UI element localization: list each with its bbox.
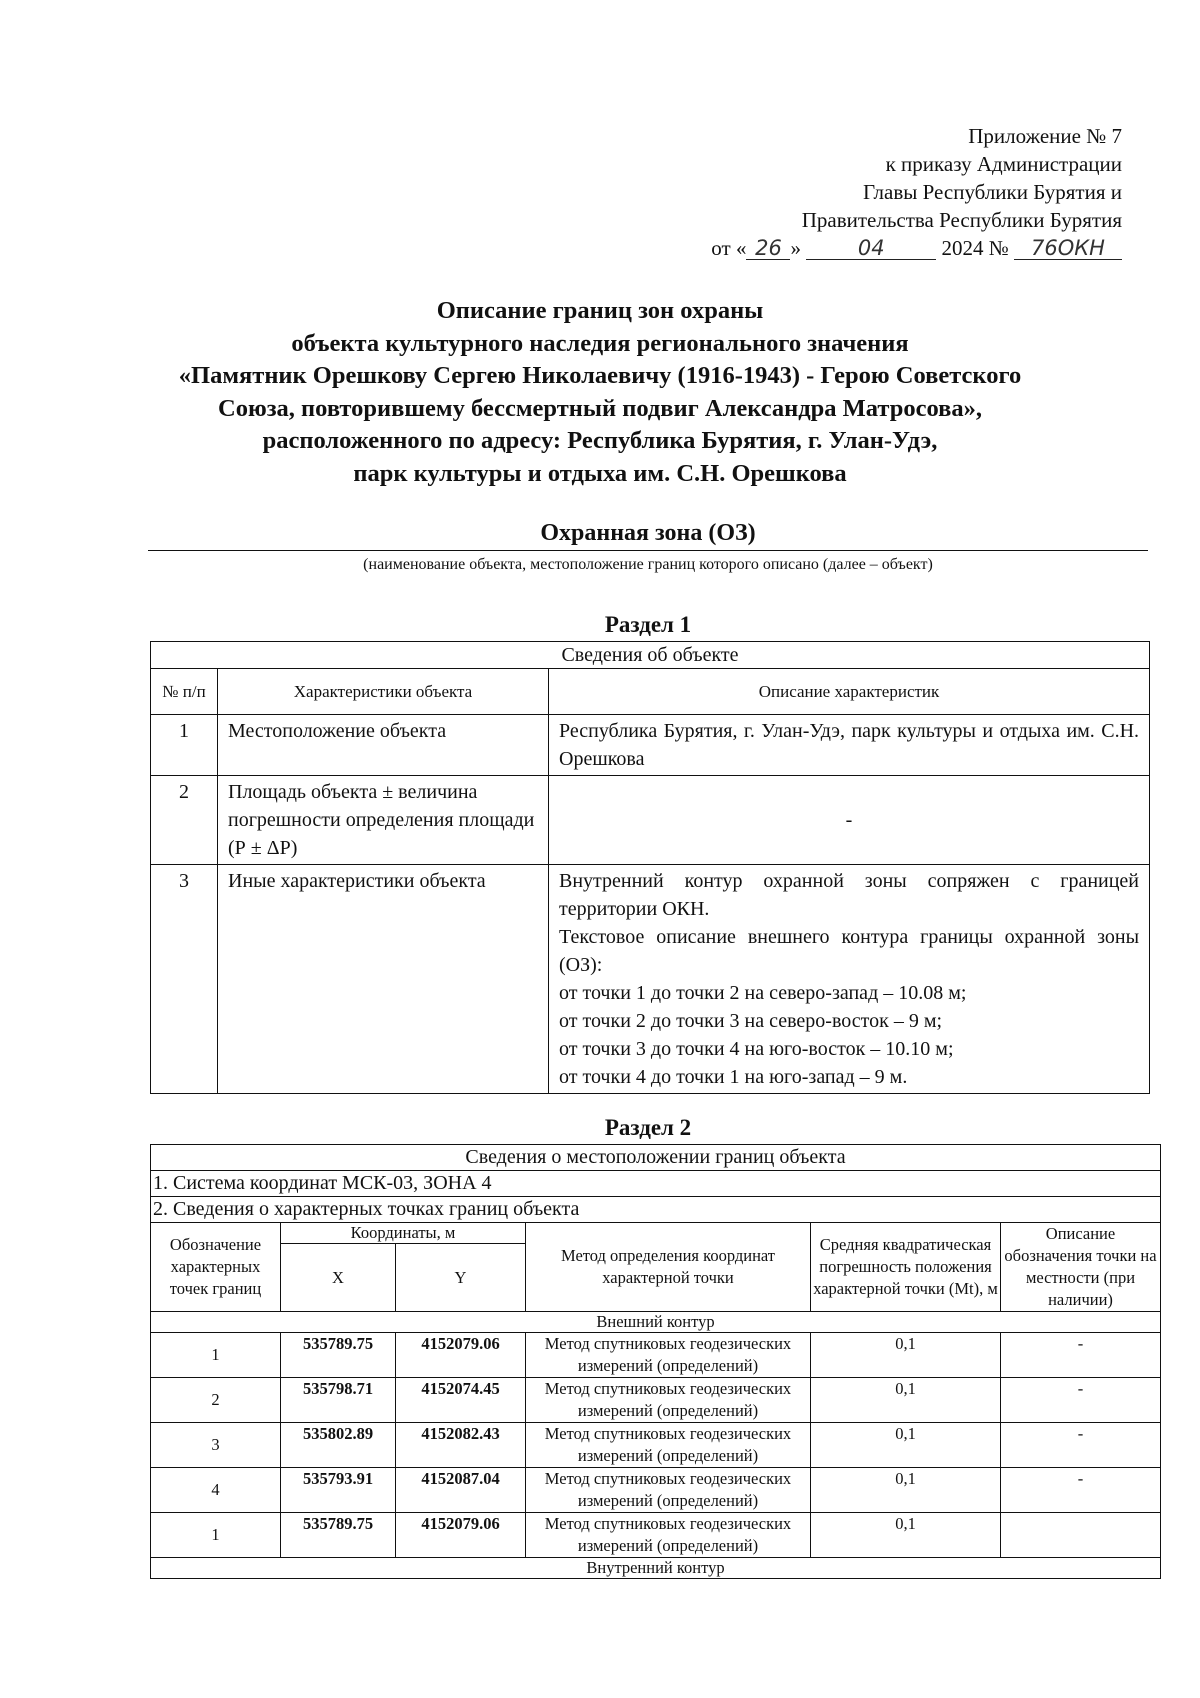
coord-y: 4152082.43 [396,1423,526,1468]
mt-error: 0,1 [811,1513,1001,1558]
table-row [151,1333,1161,1378]
col-header-x: X [281,1244,396,1312]
row-num: 2 [151,776,218,865]
object-info-table [150,641,1150,1094]
col-header-method: Метод определения координат характерной точки [526,1223,811,1312]
row-num: 1 [151,715,218,776]
section-1-title: Раздел 1 [604,612,692,637]
desc-segment-2: от точки 2 до точки 3 на северо-восток – 9 м; [559,1010,943,1032]
col-header-desc: Описание обозначения точки на местности (при наличии) [1001,1223,1161,1312]
zone-underline [148,550,1148,551]
date-mid: » [790,236,801,260]
method: Метод спутниковых геодезических измерений (определений) [526,1468,811,1513]
zone-caption: (наименование объекта, местоположение границ которого описано (далее – объект) [363,556,933,573]
mt-error: 0,1 [811,1423,1001,1468]
coord-x: 535802.89 [281,1423,396,1468]
row-desc: - [549,776,1150,865]
appendix-date-line [711,234,1122,262]
coord-x: 535798.71 [281,1378,396,1423]
table-row [151,715,1150,776]
coord-y: 4152079.06 [396,1513,526,1558]
desc-segment-1: от точки 1 до точки 2 на северо-запад – 10.08 м; [559,982,967,1004]
title-line-6: парк культуры и отдыха им. С.Н. Орешкова [353,459,847,487]
date-day: 26 [746,237,790,260]
point-desc: - [1001,1468,1161,1513]
title-line-2: объекта культурного наследия регионального значения [291,329,909,357]
point-desc: - [1001,1378,1161,1423]
desc-paragraph-1: Внутренний контур охранной зоны сопряжен с границей территории ОКН. [559,870,1140,920]
table-row [151,1378,1161,1423]
method: Метод спутниковых геодезических измерений (определений) [526,1378,811,1423]
point-id: 3 [151,1423,281,1468]
desc-segment-4: от точки 4 до точки 1 на юго-запад – 9 м. [559,1066,908,1088]
method: Метод спутниковых геодезических измерений (определений) [526,1423,811,1468]
point-id: 4 [151,1468,281,1513]
date-month: 04 [806,237,936,260]
coordinates-table [150,1144,1161,1579]
appendix-line-4: Правительства Республики Бурятия [801,208,1122,232]
appendix-line-2: к приказу Администрации [885,152,1122,176]
coord-y: 4152074.45 [396,1378,526,1423]
date-year: 2024 № [941,236,1009,260]
desc-paragraph-2: Текстовое описание внешнего контура границы охранной зоны (ОЗ): [559,926,1140,976]
point-id: 1 [151,1333,281,1378]
col-header-coords: Координаты, м [281,1223,526,1244]
method: Метод спутниковых геодезических измерений (определений) [526,1333,811,1378]
coord-x: 535793.91 [281,1468,396,1513]
desc-segment-3: от точки 3 до точки 4 на юго-восток – 10.10 м; [559,1038,954,1060]
coord-system: 1. Система координат МСК-03, ЗОНА 4 [151,1171,1161,1197]
row-desc [549,865,1150,1094]
date-prefix: от « [711,236,747,260]
appendix-line-1: Приложение № 7 [968,124,1122,148]
points-header: 2. Сведения о характерных точках границ объекта [151,1197,1161,1223]
mt-error: 0,1 [811,1468,1001,1513]
mt-error: 0,1 [811,1378,1001,1423]
coord-y: 4152079.06 [396,1333,526,1378]
title-line-4: Союза, повторившему бессмертный подвиг Александра Матросова», [218,394,982,422]
col-header-char: Характеристики объекта [218,669,549,715]
table-row [151,1423,1161,1468]
zone-name: Охранная зона (ОЗ) [540,520,756,546]
row-num: 3 [151,865,218,1094]
appendix-line-3: Главы Республики Бурятия и [863,180,1122,204]
title-line-5: расположенного по адресу: Республика Бурятия, г. Улан-Удэ, [262,427,938,454]
col-header-error: Средняя квадратическая погрешность положения характерной точки (Mt), м [811,1223,1001,1312]
col-header-point: Обозначение характерных точек границ [151,1223,281,1312]
table-row [151,776,1150,865]
title-line-3: «Памятник Орешкову Сергею Николаевичу (1916-1943) - Герою Советского [178,362,1022,389]
row-char: Иные характеристики объекта [218,865,549,1094]
point-id: 2 [151,1378,281,1423]
method: Метод спутниковых геодезических измерений (определений) [526,1513,811,1558]
mt-error: 0,1 [811,1333,1001,1378]
point-id: 1 [151,1513,281,1558]
table-row [151,1468,1161,1513]
title-line-1: Описание границ зон охраны [436,297,764,324]
point-desc: - [1001,1333,1161,1378]
point-desc [1001,1513,1161,1558]
row-char: Местоположение объекта [218,715,549,776]
inner-contour-label: Внутренний контур [151,1558,1161,1579]
col-header-y: Y [396,1244,526,1312]
table-row [151,1513,1161,1558]
section-1-header: Сведения об объекте [151,642,1150,669]
point-desc: - [1001,1423,1161,1468]
row-desc: Республика Бурятия, г. Улан-Удэ, парк культуры и отдыха им. С.Н. Орешкова [549,715,1150,776]
coord-x: 535789.75 [281,1333,396,1378]
section-2-header: Сведения о местоположении границ объекта [151,1145,1161,1171]
col-header-num: № п/п [151,669,218,715]
outer-contour-label: Внешний контур [151,1312,1161,1333]
table-row [151,865,1150,1094]
coord-y: 4152087.04 [396,1468,526,1513]
section-2-title: Раздел 2 [604,1115,692,1140]
document-title [140,295,1060,490]
coord-x: 535789.75 [281,1513,396,1558]
appendix-note [711,122,1122,262]
order-number: 76ОКН [1014,237,1122,260]
col-header-desc: Описание характеристик [549,669,1150,715]
row-char: Площадь объекта ± величина погрешности определения площади (Р ± ΔР) [218,776,549,865]
